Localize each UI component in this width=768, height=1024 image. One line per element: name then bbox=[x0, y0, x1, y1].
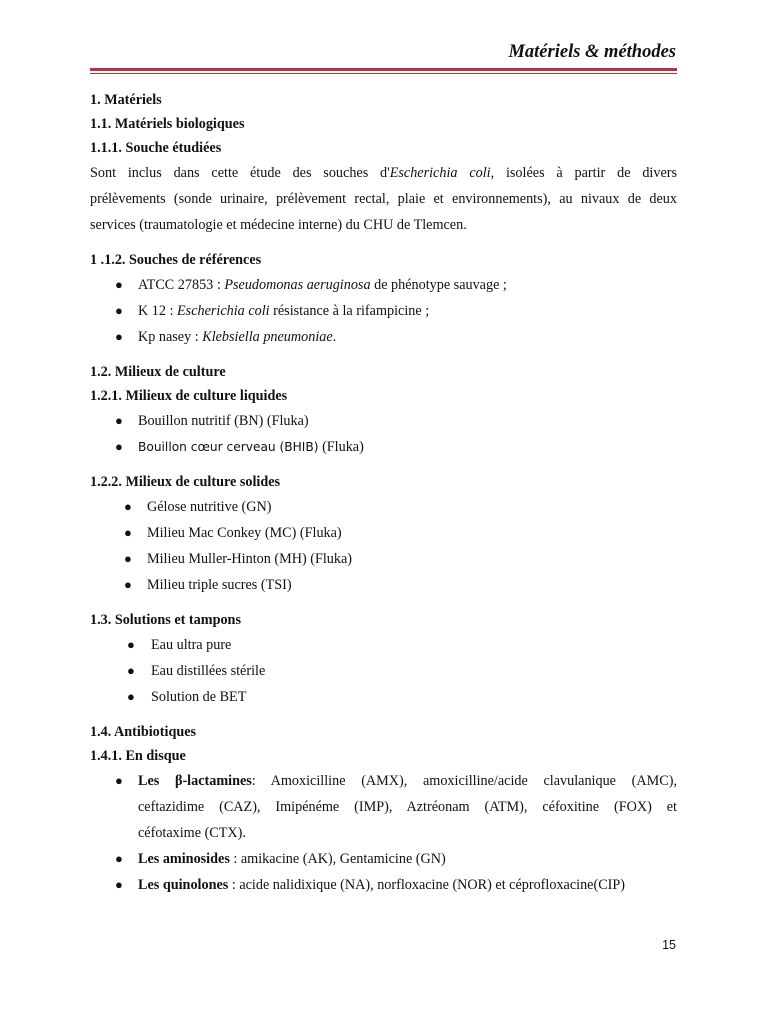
paragraph-souches bbox=[90, 160, 677, 238]
heading-milieux-solides: 1.2.2. Milieux de culture solides bbox=[90, 474, 281, 490]
list-item bbox=[90, 872, 677, 898]
text-span: Eau distillées stérile bbox=[151, 663, 266, 679]
bullet-icon: ● bbox=[115, 851, 123, 866]
text-span: Sont inclus dans cette étude des souches d' bbox=[90, 165, 390, 181]
solid-media-list bbox=[90, 494, 677, 598]
paragraph-line: services (traumatologie et médecine interne) du CHU de Tlemcen. bbox=[90, 217, 467, 233]
species-name: Pseudomonas aeruginosa bbox=[224, 277, 371, 293]
bullet-icon: ● bbox=[115, 413, 123, 428]
list-item bbox=[90, 520, 677, 546]
heading-milieux-culture: 1.2. Milieux de culture bbox=[90, 364, 226, 380]
species-name: Klebsiella pneumoniae bbox=[202, 329, 333, 345]
list-item bbox=[90, 324, 677, 350]
bullet-icon: ● bbox=[127, 663, 135, 678]
class-name: Les β-lactamines bbox=[138, 773, 252, 789]
text-span: Bouillon cœur cerveau (BHIB) bbox=[138, 440, 319, 454]
bullet-icon: ● bbox=[115, 329, 123, 344]
page-number: 15 bbox=[662, 938, 676, 952]
text-span: Solution de BET bbox=[151, 689, 247, 705]
text-span: Milieu Muller-Hinton (MH) (Fluka) bbox=[147, 551, 353, 567]
page-content bbox=[90, 88, 677, 898]
item-line: céfotaxime (CTX). bbox=[138, 825, 246, 841]
list-item bbox=[90, 546, 677, 572]
heading-milieux-liquides: 1.2.1. Milieux de culture liquides bbox=[90, 388, 288, 404]
bullet-icon: ● bbox=[124, 577, 132, 592]
class-name: Les quinolones bbox=[138, 877, 229, 893]
species-name: Escherichia coli bbox=[177, 303, 270, 319]
solutions-list bbox=[90, 632, 677, 710]
text-span: : Amoxicilline (AMX), amoxicilline/acide clavulanique (AMC), bbox=[251, 773, 677, 789]
bullet-icon: ● bbox=[127, 689, 135, 704]
list-item bbox=[90, 408, 677, 434]
header-rule-thick bbox=[90, 68, 677, 71]
text-span: Gélose nutritive (GN) bbox=[147, 499, 272, 515]
paragraph-line: prélèvements (sonde urinaire, prélèvement rectal, plaie et environnements), au nivaux de deux bbox=[90, 191, 677, 207]
text-span: Bouillon nutritif (BN) (Fluka) bbox=[138, 413, 309, 429]
class-name: Les aminosides bbox=[138, 851, 230, 867]
bullet-icon: ● bbox=[115, 439, 123, 454]
text-span: K 12 : bbox=[138, 303, 178, 319]
list-item bbox=[90, 572, 677, 598]
text-span: de phénotype sauvage ; bbox=[370, 277, 507, 293]
text-span: (Fluka) bbox=[318, 439, 364, 455]
text-span: Milieu triple sucres (TSI) bbox=[147, 577, 292, 593]
bullet-icon: ● bbox=[115, 277, 123, 292]
bullet-icon: ● bbox=[124, 499, 132, 514]
list-item bbox=[90, 632, 677, 658]
liquid-media-list bbox=[90, 408, 677, 460]
heading-materiels-biologiques: 1.1. Matériels biologiques bbox=[90, 116, 245, 132]
list-item bbox=[90, 434, 677, 460]
species-name: Escherichia coli bbox=[389, 165, 491, 181]
list-item bbox=[90, 684, 677, 710]
list-item bbox=[90, 768, 677, 846]
reference-strains-list bbox=[90, 272, 677, 350]
page-header-title: Matériels & méthodes bbox=[508, 42, 676, 62]
text-span: , isolées à partir de divers bbox=[490, 165, 677, 181]
bullet-icon: ● bbox=[124, 551, 132, 566]
text-span: . bbox=[332, 329, 337, 345]
bullet-icon: ● bbox=[127, 637, 135, 652]
text-span: Milieu Mac Conkey (MC) (Fluka) bbox=[147, 525, 342, 541]
heading-solutions-tampons: 1.3. Solutions et tampons bbox=[90, 612, 241, 628]
text-span: résistance à la rifampicine ; bbox=[269, 303, 430, 319]
heading-materiels: 1. Matériels bbox=[90, 92, 162, 108]
heading-souche-etudiees: 1.1.1. Souche étudiées bbox=[90, 140, 222, 156]
list-item bbox=[90, 272, 677, 298]
antibiotics-list bbox=[90, 768, 677, 898]
text-span: ATCC 27853 : bbox=[138, 277, 225, 293]
text-span: Kp nasey : bbox=[138, 329, 203, 345]
text-span: : acide nalidixique (NA), norfloxacine (NOR) et céprofloxacine(CIP) bbox=[228, 877, 625, 893]
list-item bbox=[90, 494, 677, 520]
bullet-icon: ● bbox=[115, 303, 123, 318]
list-item bbox=[90, 846, 677, 872]
bullet-icon: ● bbox=[124, 525, 132, 540]
bullet-icon: ● bbox=[115, 877, 123, 892]
paragraph-line bbox=[90, 160, 677, 186]
list-item bbox=[90, 658, 677, 684]
heading-souches-references: 1 .1.2. Souches de références bbox=[90, 252, 262, 268]
item-line: ceftazidime (CAZ), Imipénéme (IMP), Aztréonam (ATM), céfoxitine (FOX) et bbox=[138, 799, 677, 815]
header-rule-thin bbox=[90, 73, 677, 74]
bullet-icon: ● bbox=[115, 773, 123, 788]
list-item bbox=[90, 298, 677, 324]
text-span: Eau ultra pure bbox=[151, 637, 232, 653]
heading-en-disque: 1.4.1. En disque bbox=[90, 748, 186, 764]
item-line bbox=[138, 768, 677, 794]
heading-antibiotiques: 1.4. Antibiotiques bbox=[90, 724, 197, 740]
text-span: : amikacine (AK), Gentamicine (GN) bbox=[229, 851, 446, 867]
